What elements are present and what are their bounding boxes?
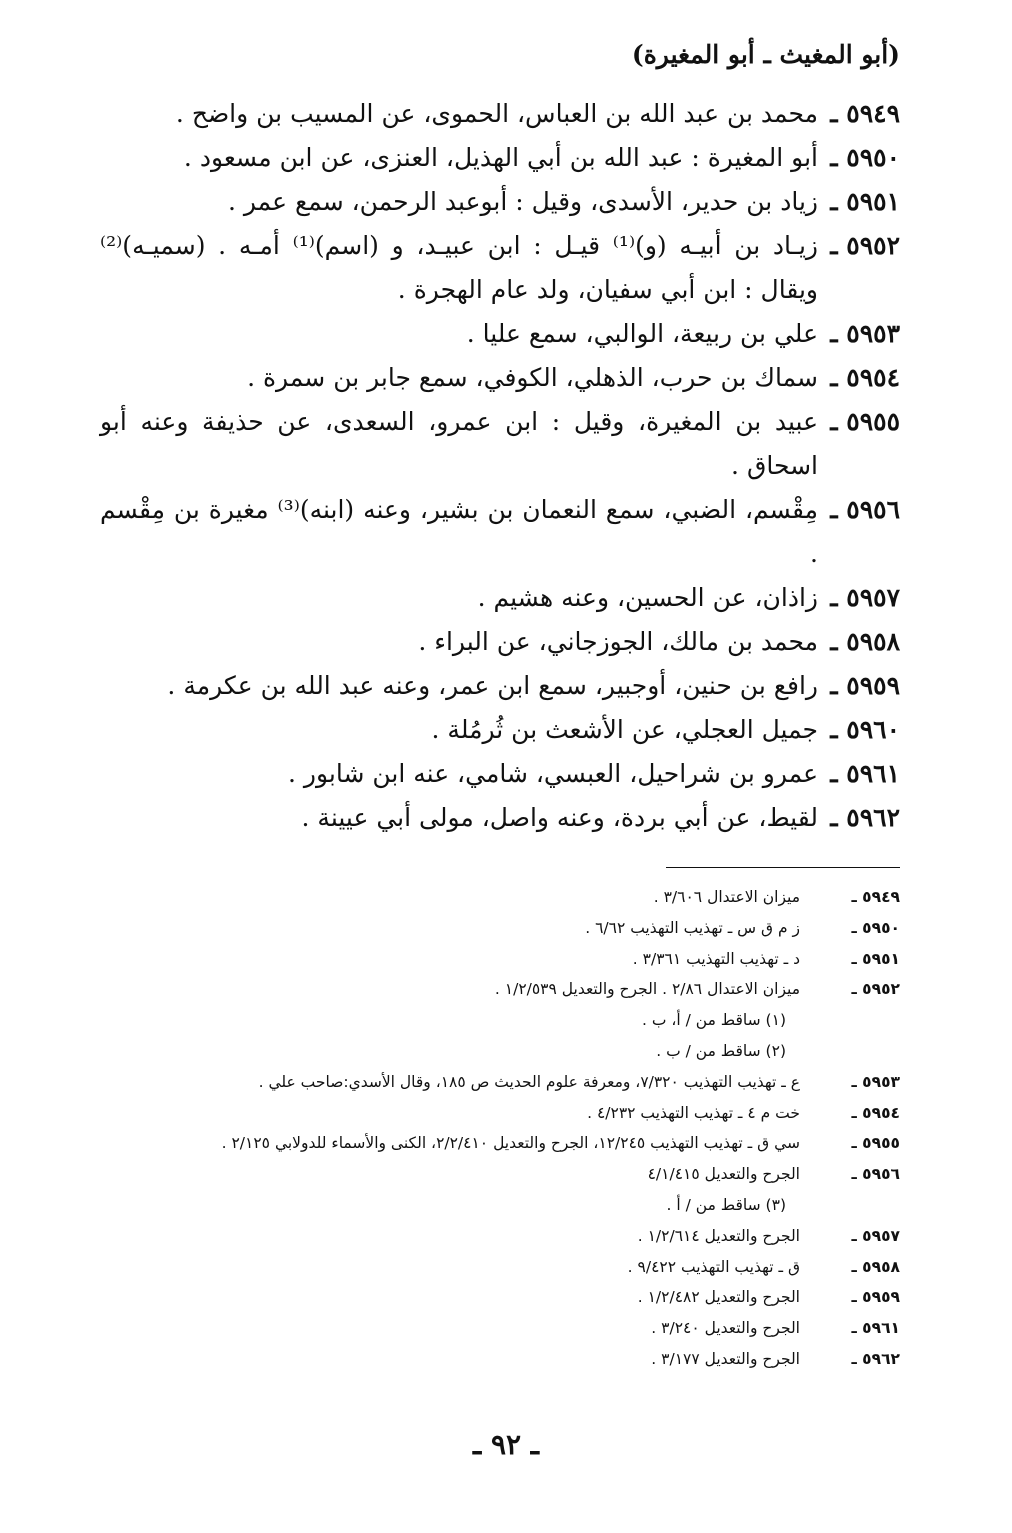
entry	[100, 620, 900, 664]
entry-text: زاذان، عن الحسين، وعنه هشيم .	[477, 583, 818, 612]
footnote-subnote	[100, 1036, 900, 1067]
footnote	[100, 1067, 900, 1098]
footnote-subnote	[100, 1005, 900, 1036]
entry-number: ٥٩٥٣ ـ	[830, 319, 900, 348]
footnote-number: ٥٩٥١ ـ	[851, 949, 900, 968]
entry-number: ٥٩٦١ ـ	[830, 759, 900, 788]
entry-number: ٥٩٥٧ ـ	[830, 583, 900, 612]
footnote-text: الجرح والتعديل ٣/١٧٧ .	[651, 1349, 800, 1368]
footnote-subnote	[100, 1190, 900, 1221]
entry-number: ٥٩٥٠ ـ	[830, 143, 900, 172]
footnote-number: ٥٩٦١ ـ	[851, 1319, 900, 1338]
footnotes-list	[100, 882, 900, 1375]
entry-number: ٥٩٤٩ ـ	[830, 99, 900, 128]
entry-text: مِقْسم، الضبي، سمع النعمان بن بشير، وعنه (ابنه)⁽³⁾ مغيرة بن مِقْسم .	[100, 495, 819, 568]
entry-number: ٥٩٦٢ ـ	[830, 803, 900, 832]
entry-text: علي بن ربيعة، الوالبي، سمع عليا .	[466, 319, 818, 348]
entry-text: رافع بن حنين، أوجبير، سمع ابن عمر، وعنه عبد الله بن عكرمة .	[167, 671, 818, 700]
footnote-text: الجرح والتعديل ١/٢/٦١٤ .	[637, 1226, 800, 1245]
footnote-text: ع ـ تهذيب التهذيب ٧/٣٢٠، ومعرفة علوم الحديث ص ١٨٥، وقال الأسدي:صاحب علي .	[258, 1072, 800, 1091]
footnote-text: (٣) ساقط من / أ .	[666, 1195, 786, 1214]
entry-text: زياد بن حدير، الأسدى، وقيل : أبوعبد الرحمن، سمع عمر .	[227, 187, 818, 216]
entry	[100, 488, 900, 576]
footnote-number: ٥٩٥٤ ـ	[851, 1103, 900, 1122]
footnote-divider	[666, 867, 900, 868]
footnote-text: خت م ٤ ـ تهذيب التهذيب ٤/٢٣٢ .	[587, 1103, 800, 1122]
footnote-number: ٥٩٥٦ ـ	[851, 1165, 900, 1184]
footnote-text: الجرح والتعديل ٣/٢٤٠ .	[651, 1319, 800, 1338]
footnote-text: الجرح والتعديل ١/٢/٤٨٢ .	[637, 1288, 800, 1307]
entry-text: أبو المغيرة : عبد الله بن أبي الهذيل، العنزى، عن ابن مسعود .	[183, 143, 818, 172]
footnote	[100, 1252, 900, 1283]
footnote-text: (٢) ساقط من / ب .	[656, 1041, 786, 1060]
entry-text: لقيط، عن أبي بردة، وعنه واصل، مولى أبي عيينة .	[301, 803, 818, 832]
footnote-number: ٥٩٥٠ ـ	[851, 918, 900, 937]
footnote-text: ز م ق س ـ تهذيب التهذيب ٦/٦٢ .	[585, 918, 800, 937]
entry-text: محمد بن عبد الله بن العباس، الحموى، عن المسيب بن واضح .	[175, 99, 818, 128]
entry	[100, 796, 900, 840]
footnote	[100, 1282, 900, 1313]
entry	[100, 356, 900, 400]
footnote-text: الجرح والتعديل ٤/١/٤١٥	[647, 1165, 800, 1184]
footnote-text: سي ق ـ تهذيب التهذيب ١٢/٢٤٥، الجرح والتعديل ٢/٢/٤١٠، الكنى والأسماء للدولابي ٢/١٢٥ .	[221, 1134, 800, 1153]
page-number: ـ ٩٢ ـ	[473, 1428, 539, 1461]
entry	[100, 708, 900, 752]
footnote	[100, 944, 900, 975]
entry-text: عبيد بن المغيرة، وقيل : ابن عمرو، السعدى، عن حذيفة وعنه أبو اسحاق .	[100, 407, 818, 480]
footnote-number: ٥٩٥٥ ـ	[851, 1134, 900, 1153]
entry-text: عمرو بن شراحيل، العبسي، شامي، عنه ابن شابور .	[288, 759, 818, 788]
footnote-number: ٥٩٥٢ ـ	[851, 980, 900, 999]
entry	[100, 180, 900, 224]
entry-number: ٥٩٥٨ ـ	[830, 627, 900, 656]
running-header: (أبو المغيث ـ أبو المغيرة)	[631, 40, 900, 69]
footnote-number: ٥٩٥٨ ـ	[851, 1257, 900, 1276]
entry-number: ٥٩٥١ ـ	[830, 187, 900, 216]
footnote	[100, 913, 900, 944]
entry-text: محمد بن مالك، الجوزجاني، عن البراء .	[418, 627, 818, 656]
entry-number: ٥٩٥٢ ـ	[830, 231, 900, 260]
footnote	[100, 1098, 900, 1129]
footnote	[100, 1128, 900, 1159]
footnote	[100, 1344, 900, 1375]
footnote	[100, 1159, 900, 1190]
footnote-number: ٥٩٥٧ ـ	[851, 1226, 900, 1245]
footnote	[100, 1313, 900, 1344]
entry	[100, 312, 900, 356]
entries-list	[100, 92, 900, 840]
footnote	[100, 1221, 900, 1252]
entry-number: ٥٩٥٥ ـ	[830, 407, 900, 436]
entry	[100, 576, 900, 620]
footnote-text: د ـ تهذيب التهذيب ٣/٣٦١ .	[632, 949, 800, 968]
entry-text: سماك بن حرب، الذهلي، الكوفي، سمع جابر بن سمرة .	[247, 363, 818, 392]
footnote-number: ٥٩٥٣ ـ	[851, 1072, 900, 1091]
footnote-text: ميزان الاعتدال ٢/٨٦ . الجرح والتعديل ١/٢/٥٣٩ .	[494, 980, 800, 999]
entry-number: ٥٩٥٤ ـ	[830, 363, 900, 392]
entry-number: ٥٩٥٩ ـ	[830, 671, 900, 700]
entry-text: زيـاد بن أبيـه (و)⁽¹⁾ قيـل : ابن عبيـد، و (اسم)⁽¹⁾ أمـه . (سميـه)⁽²⁾ ويقال : ابن أبي سفيان، ولد عام الهجرة .	[100, 231, 818, 304]
entry	[100, 224, 900, 312]
footnote-number: ٥٩٥٩ ـ	[851, 1288, 900, 1307]
footnote-text: (١) ساقط من / أ، ب .	[642, 1011, 786, 1030]
entry	[100, 752, 900, 796]
footnote	[100, 974, 900, 1005]
footnote-text: ميزان الاعتدال ٣/٦٠٦ .	[653, 888, 800, 906]
footnote-text: ق ـ تهذيب التهذيب ٩/٤٢٢ .	[627, 1257, 800, 1276]
footnote	[100, 882, 900, 913]
footnote-number: ٥٩٦٢ ـ	[851, 1349, 900, 1368]
footnote-number: ٥٩٤٩ ـ	[851, 888, 900, 906]
entry-text: جميل العجلي، عن الأشعث بن ثُرمُلة .	[431, 715, 818, 744]
entry-number: ٥٩٦٠ ـ	[830, 715, 900, 744]
entry	[100, 136, 900, 180]
entry	[100, 400, 900, 488]
entry	[100, 92, 900, 136]
entry-number: ٥٩٥٦ ـ	[830, 495, 900, 524]
entry	[100, 664, 900, 708]
